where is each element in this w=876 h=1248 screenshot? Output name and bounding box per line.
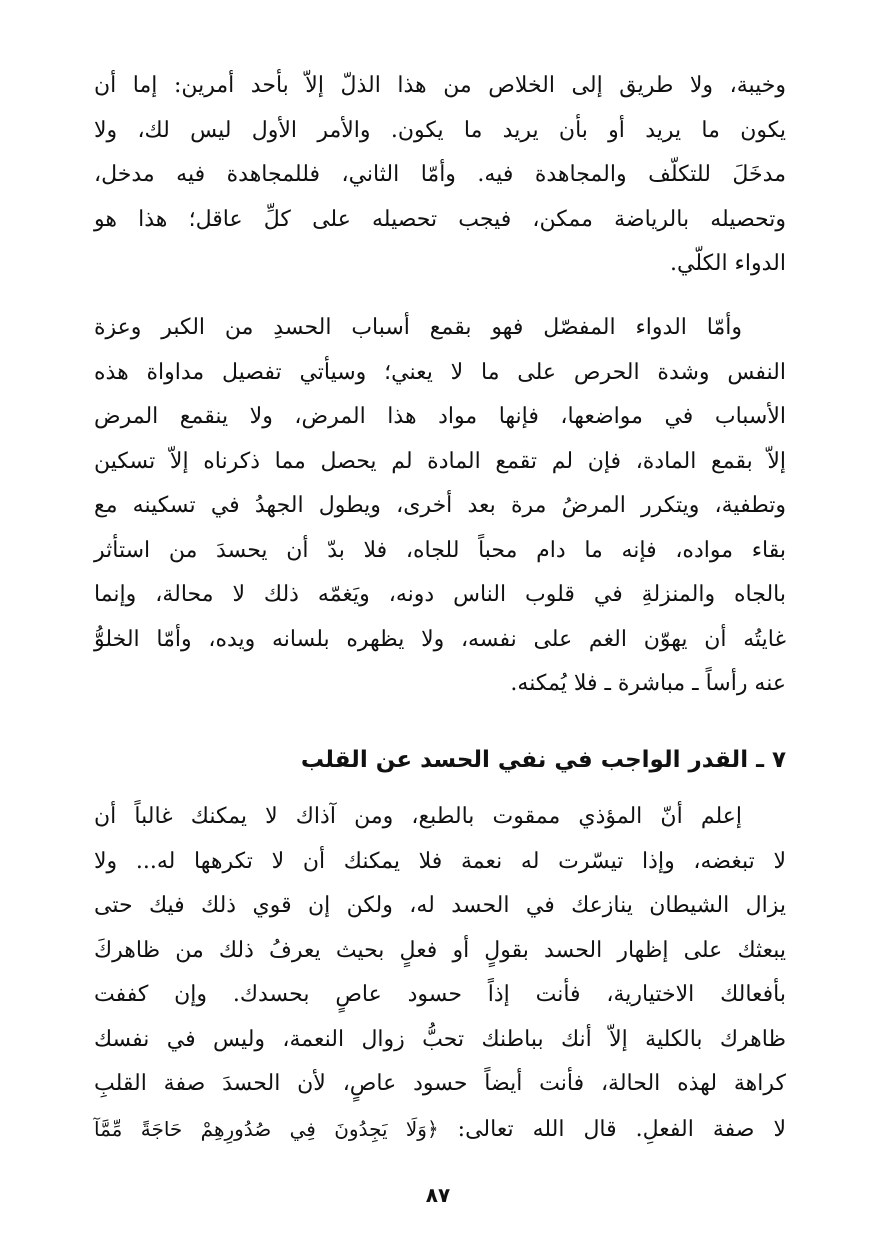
paragraph-2-line: وتطفية، ويتكرر المرضُ مرة بعد أخرى، ويطول الجهدُ في تسكينه مع	[94, 493, 786, 518]
paragraph-2-line: إلاّ بقمع المادة، فإن لم تقمع المادة لم يحصل مما ذكرناه إلاّ تسكين	[94, 448, 786, 474]
paragraph-2	[94, 306, 786, 707]
paragraph-3-line: يبعثك على إظهار الحسد بقولٍ أو فعلٍ بحيث يعرفُ ذلك من ظاهركَ	[94, 937, 786, 963]
paragraph-3-line: بأفعالك الاختيارية، فأنت إذاً حسود عاصٍ بحسدك. وإن كففت	[94, 982, 786, 1007]
paragraph-2-line: بالجاه والمنزلةِ في قلوب الناس دونه، ويَغمّه ذلك لا محالة، وإنما	[94, 582, 786, 607]
paragraph-1	[94, 64, 786, 287]
paragraph-1-line: وخيبة، ولا طريق إلى الخلاص من هذا الذلّ إلاّ بأحد أمرين: إما أن	[94, 73, 786, 98]
paragraph-2-line: النفس وشدة الحرص على ما لا يعني؛ وسيأتي تفصيل مداواة هذه	[94, 359, 786, 385]
paragraph-3-line: إعلم أنّ المؤذي ممقوت بالطبع، ومن آذاك لا يمكنك غالباً أن	[94, 804, 742, 829]
paragraph-2-line: غايتُه أن يهوّن الغم على نفسه، ولا يظهره بلسانه ويده، وأمّا الخلوُّ	[94, 626, 786, 652]
paragraph-1-line: يكون ما يريد أو بأن يريد ما يكون. والأمر الأول ليس لك، ولا	[94, 117, 786, 143]
section-heading: ٧ ـ القدر الواجب في نفي الحسد عن القلب	[300, 747, 786, 773]
paragraph-3-line: ظاهرك بالكلية إلاّ أنك بباطنك تحبُّ زوال النعمة، وليس في نفسك	[94, 1026, 786, 1052]
paragraph-3-last-line-text: لا صفة الفعلِ. قال الله تعالى:	[438, 1116, 786, 1142]
paragraph-1-line: وتحصيله بالرياضة ممكن، فيجب تحصيله على كلِّ عاقل؛ هذا هو	[94, 206, 786, 232]
page-number: ٨٧	[425, 1183, 451, 1207]
paragraph-1-line: مدخَلَ للتكلّف والمجاهدة فيه. وأمّا الثاني، فللمجاهدة فيه مدخل،	[94, 162, 786, 187]
paragraph-2-line: بقاء مواده، فإنه ما دام محباً للجاه، فلا بدّ أن يحسدَ من استأثر	[94, 537, 786, 563]
paragraph-2-line: الأسباب في مواضعها، فإنها مواد هذا المرض، ولا ينقمع المرض	[94, 404, 786, 429]
paragraph-3-line: لا تبغضه، وإذا تيسّرت له نعمة فلا يمكنك أن لا تكرهها له... ولا	[94, 848, 786, 874]
paragraph-3	[94, 795, 786, 1152]
paragraph-2-line: عنه رأساً ـ مباشرة ـ فلا يُمكنه.	[510, 671, 786, 696]
paragraph-2-line: وأمّا الدواء المفصّل فهو بقمع أسباب الحسدِ من الكبر وعزة	[94, 315, 742, 340]
paragraph-3-line: كراهة لهذه الحالة، فأنت أيضاً حسود عاصٍ، لأن الحسدَ صفة القلبِ	[94, 1071, 786, 1096]
quran-verse-fragment: ﴿وَلَا يَجِدُونَ فِي صُدُورِهِمْ حَاجَةً مِّمَّآ	[94, 1116, 439, 1141]
paragraph-1-line: الدواء الكلّي.	[669, 251, 786, 276]
paragraph-3-last-line	[94, 1107, 786, 1153]
paragraph-3-line: يزال الشيطان ينازعك في الحسد له، ولكن إن قوي ذلك فيك حتى	[94, 893, 786, 918]
